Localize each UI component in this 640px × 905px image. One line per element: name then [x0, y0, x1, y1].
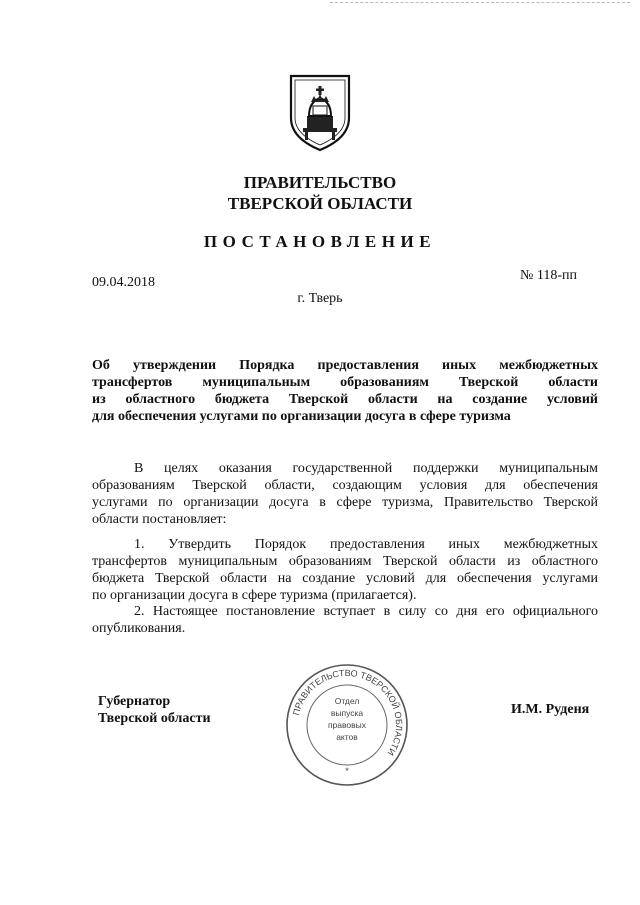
paragraph-item-2	[92, 603, 598, 637]
text-line: трансфертов муниципальным образованиям Тверской области из областного	[92, 554, 598, 569]
text-line: В целях оказания государственной поддержки муниципальным	[134, 461, 598, 476]
title-line: трансфертов муниципальным образованиям Тверской области	[92, 375, 598, 390]
title-line: для обеспечения услугами по организации досуга в сфере туризма	[92, 409, 511, 424]
stamp-line: актов	[336, 732, 358, 742]
title-line: Об утверждении Порядка предоставления иных межбюджетных	[92, 358, 598, 373]
signatory-position	[98, 693, 211, 727]
stamp-ring-text: ПРАВИТЕЛЬСТВО ТВЕРСКОЙ ОБЛАСТИ	[291, 667, 405, 758]
signatory-name: И.М. Руденя	[511, 702, 590, 717]
paragraph-item-1	[92, 536, 598, 604]
signatory-position-line1: Губернатор	[98, 694, 171, 709]
top-scan-line	[330, 2, 630, 5]
text-line: образованиям Тверской области, создающим условия для обеспечения	[92, 478, 598, 493]
government-title-line2: ТВЕРСКОЙ ОБЛАСТИ	[227, 194, 413, 213]
stamp-line: выпуска	[330, 708, 364, 718]
stamp-line: правовых	[327, 720, 367, 730]
text-line: опубликования.	[92, 621, 186, 636]
government-title-line1: ПРАВИТЕЛЬСТВО	[243, 173, 397, 192]
text-line: 1. Утвердить Порядок предоставления иных межбюджетных	[134, 537, 598, 552]
document-date: 09.04.2018	[92, 275, 155, 290]
stamp-line: Отдел	[334, 696, 360, 706]
text-line: по организации досуга в сфере туризма (прилагается).	[92, 588, 417, 603]
text-line: 2. Настоящее постановление вступает в силу со дня его официального	[134, 604, 598, 619]
coat-of-arms-icon	[287, 72, 353, 152]
paragraph-preamble	[92, 460, 598, 528]
text-line: области постановляет:	[92, 512, 227, 527]
text-line: услугами по организации досуга в сфере туризма, Правительство Тверской	[92, 495, 598, 510]
title-line: из областного бюджета Тверской области на создание условий	[92, 392, 598, 407]
document-type: ПОСТАНОВЛЕНИЕ	[203, 232, 437, 251]
stamp-inner-text	[310, 695, 384, 743]
document-city: г. Тверь	[297, 291, 343, 306]
document-title	[92, 357, 598, 425]
text-line: бюджета Тверской области на создание условий для обеспечения услугами	[92, 571, 598, 586]
stamp-star: *	[345, 766, 349, 776]
signatory-position-line2: Тверской области	[98, 711, 211, 726]
document-number: № 118-пп	[520, 268, 577, 283]
